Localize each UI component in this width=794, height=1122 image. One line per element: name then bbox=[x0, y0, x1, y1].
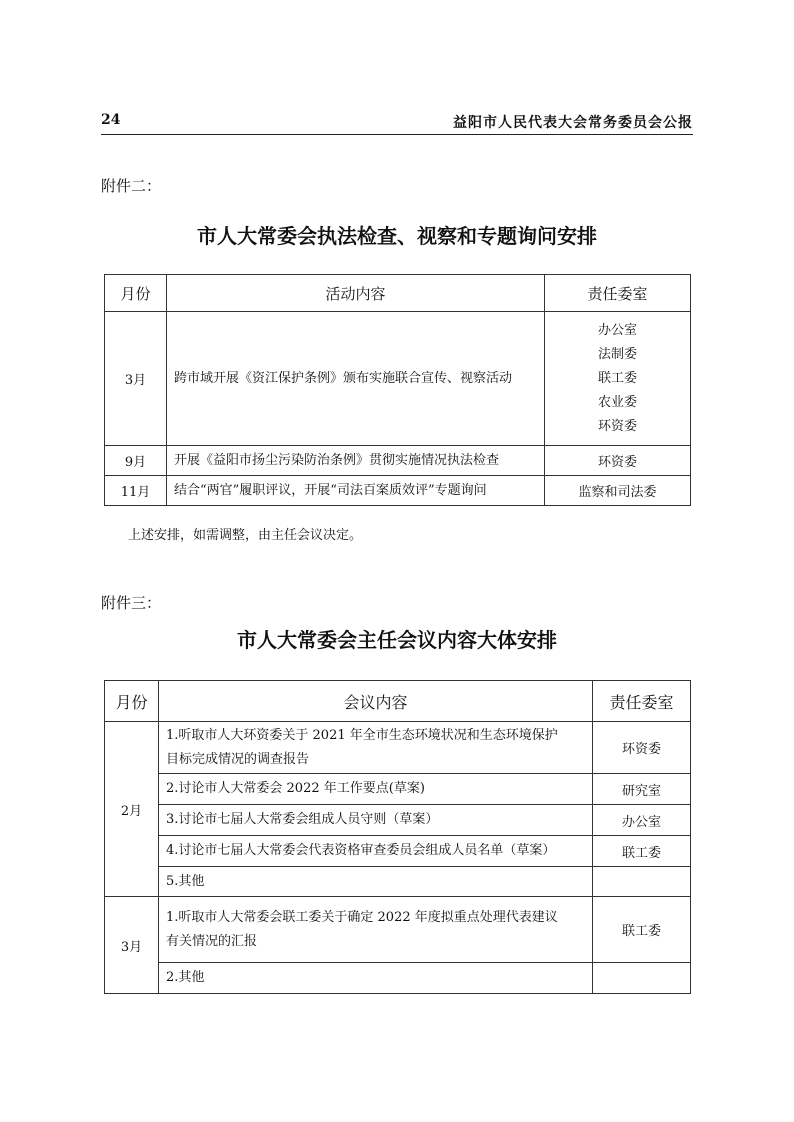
attachment-3-title: 市人大常委会主任会议内容大体安排 bbox=[237, 628, 557, 652]
content-cell: 结合“两官”履职评议，开展“司法百案质效评”专题询问 bbox=[167, 476, 545, 506]
dept-cell bbox=[593, 963, 691, 994]
dept-name: 环资委 bbox=[597, 418, 637, 434]
table-row bbox=[105, 897, 691, 963]
column-header-dept: 责任委室 bbox=[545, 275, 691, 312]
column-header-dept: 责任委室 bbox=[593, 681, 691, 722]
content-cell: 开展《益阳市扬尘污染防治条例》贯彻实施情况执法检查 bbox=[167, 446, 545, 476]
content-cell: 3.讨论市七届人大常委会组成人员守则（草案） bbox=[159, 805, 593, 836]
attachment-3-label: 附件三： bbox=[101, 594, 162, 612]
content-line: 目标完成情况的调查报告 bbox=[166, 751, 310, 767]
column-header-content: 会议内容 bbox=[159, 681, 593, 722]
dept-cell: 联工委 bbox=[593, 897, 691, 963]
table-row bbox=[105, 446, 691, 476]
page-header bbox=[101, 108, 693, 135]
table-row bbox=[105, 774, 691, 805]
month-cell: 2月 bbox=[105, 722, 159, 897]
month-cell: 9月 bbox=[105, 446, 167, 476]
dept-cell: 监察和司法委 bbox=[545, 476, 691, 506]
meeting-schedule-table bbox=[104, 680, 691, 994]
column-header-month: 月份 bbox=[105, 275, 167, 312]
inspection-schedule-table bbox=[104, 274, 691, 506]
adjustment-note: 上述安排，如需调整，由主任会议决定。 bbox=[128, 528, 363, 543]
table-row bbox=[105, 476, 691, 506]
dept-cell: 环资委 bbox=[545, 446, 691, 476]
journal-title: 益阳市人民代表大会常务委员会公报 bbox=[453, 115, 693, 131]
table-row bbox=[105, 836, 691, 867]
table-row bbox=[105, 805, 691, 836]
column-header-month: 月份 bbox=[105, 681, 159, 722]
dept-name: 法制委 bbox=[597, 346, 637, 362]
month-cell: 11月 bbox=[105, 476, 167, 506]
table-row bbox=[105, 312, 691, 446]
attachment-2-title: 市人大常委会执法检查、视察和专题询问安排 bbox=[197, 224, 597, 248]
month-cell: 3月 bbox=[105, 897, 159, 994]
content-cell: 跨市域开展《资江保护条例》颁布实施联合宣传、视察活动 bbox=[167, 312, 545, 446]
table-row bbox=[105, 722, 691, 774]
dept-name: 办公室 bbox=[597, 322, 637, 338]
table-row bbox=[105, 867, 691, 897]
table-header-row bbox=[105, 275, 691, 312]
content-cell: 2.其他 bbox=[159, 963, 593, 994]
content-cell: 4.讨论市七届人大常委会代表资格审查委员会组成人员名单（草案） bbox=[159, 836, 593, 867]
content-line: 有关情况的汇报 bbox=[166, 933, 258, 949]
month-cell: 3月 bbox=[105, 312, 167, 446]
dept-cell bbox=[593, 867, 691, 897]
dept-name: 农业委 bbox=[597, 394, 637, 410]
attachment-2-label: 附件二： bbox=[101, 177, 162, 195]
table-row bbox=[105, 963, 691, 994]
content-line: 1.听取市人大常委会联工委关于确定 2022 年度拟重点处理代表建议 bbox=[166, 909, 558, 925]
page-number: 24 bbox=[101, 112, 121, 128]
dept-cell: 办公室 bbox=[593, 805, 691, 836]
dept-cell bbox=[545, 312, 691, 446]
dept-cell: 联工委 bbox=[593, 836, 691, 867]
column-header-content: 活动内容 bbox=[167, 275, 545, 312]
dept-cell: 环资委 bbox=[593, 722, 691, 774]
table-header-row bbox=[105, 681, 691, 722]
content-cell: 2.讨论市人大常委会 2022 年工作要点(草案) bbox=[159, 774, 593, 805]
content-cell: 5.其他 bbox=[159, 867, 593, 897]
dept-name: 联工委 bbox=[597, 370, 637, 386]
content-cell bbox=[159, 722, 593, 774]
content-line: 1.听取市人大环资委关于 2021 年全市生态环境状况和生态环境保护 bbox=[166, 727, 558, 743]
dept-cell: 研究室 bbox=[593, 774, 691, 805]
content-cell bbox=[159, 897, 593, 963]
